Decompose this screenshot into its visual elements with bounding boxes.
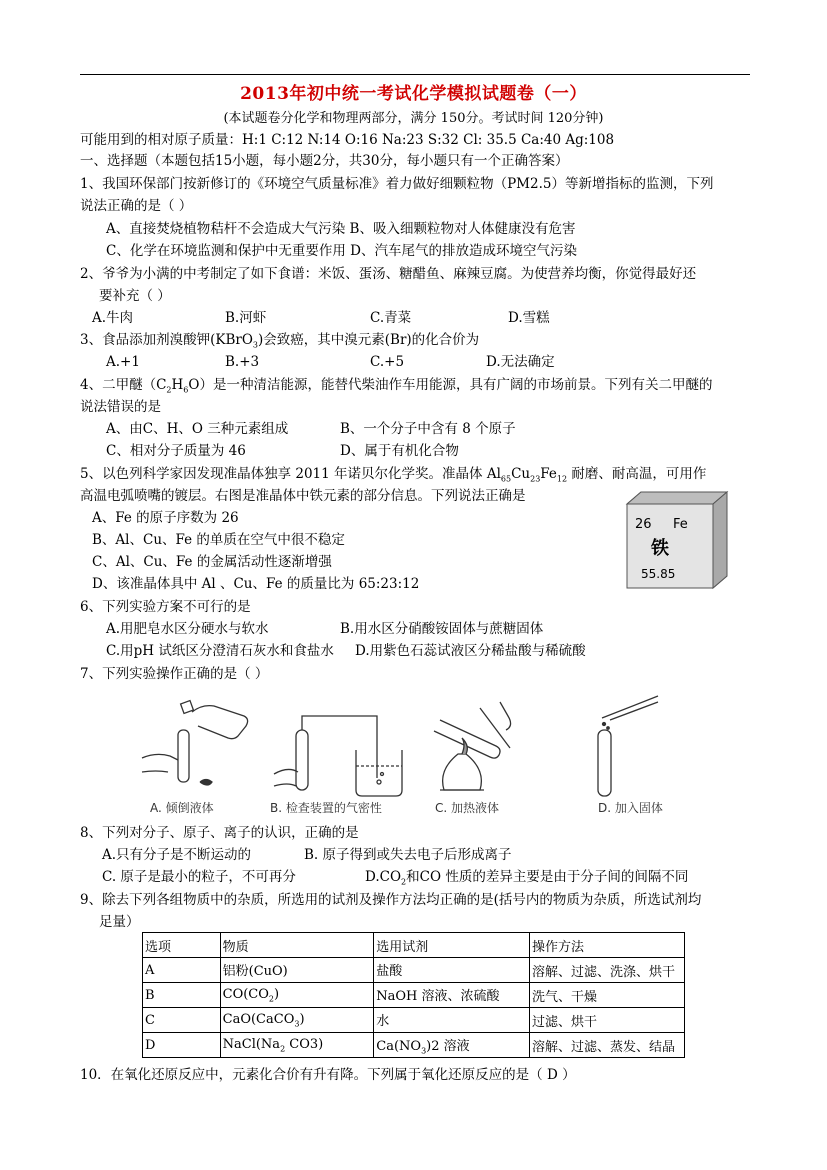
q4-option-b: B、一个分子中含有 8 个原子 bbox=[340, 421, 516, 437]
substance-sub: 2 bbox=[280, 1044, 286, 1054]
element-name: 铁 bbox=[651, 538, 669, 559]
q4-stem-pre: 4、二甲醚（C bbox=[80, 377, 167, 393]
q8-option-d-pre: D.CO bbox=[365, 869, 402, 885]
q3-option-a: A.+1 bbox=[106, 354, 140, 370]
q8-option-d-post: 和CO 性质的差异主要是由于分子间的间隔不同 bbox=[406, 869, 689, 885]
q8-option-a: A.只有分子是不断运动的 bbox=[102, 847, 252, 863]
q3-stem-post: )会致癌，其中溴元素(Br)的化合价为 bbox=[257, 332, 480, 348]
row-substance bbox=[220, 1008, 374, 1033]
element-symbol: Fe bbox=[673, 517, 688, 532]
substance-sub: 2 bbox=[268, 994, 274, 1004]
header-option: 选项 bbox=[143, 933, 221, 958]
q5-sub-2: 23 bbox=[530, 474, 541, 484]
q3-option-b: B.+3 bbox=[225, 354, 260, 370]
q2-option-c: C.青菜 bbox=[370, 310, 412, 326]
section-heading: 一、选择题（本题包括15小题，每小题2分，共30分，每小题只有一个正确答案） bbox=[80, 153, 569, 169]
substance-text: NaCl(Na bbox=[222, 1036, 281, 1052]
row-reagent bbox=[374, 983, 530, 1008]
element-number: 26 bbox=[635, 517, 652, 532]
header-rule bbox=[80, 74, 750, 75]
pouring-liquid-illustration bbox=[142, 701, 248, 785]
q1-options-ab: A、直接焚烧植物秸杆不会造成大气污染 B、吸入细颗粒物对人体健康没有危害 bbox=[106, 221, 576, 237]
caption-b: B. 检查装置的气密性 bbox=[270, 801, 382, 815]
q3-stem bbox=[80, 331, 479, 355]
q2-stem-2: 要补充（ ） bbox=[99, 288, 171, 304]
row-option: B bbox=[143, 983, 221, 1008]
q2-stem-1: 2、爷爷为小满的中考制定了如下食谱：米饭、蛋汤、糖醋鱼、麻辣豆腐。为使营养均衡，你觉得最好还 bbox=[80, 266, 697, 282]
q5-sub-3: 12 bbox=[556, 474, 568, 484]
substance-post: ) bbox=[299, 1011, 305, 1027]
q4-option-d: D、属于有机化合物 bbox=[340, 443, 459, 459]
substance-text: 铝粉(CuO) bbox=[222, 963, 288, 979]
row-reagent bbox=[374, 958, 530, 983]
q3-option-c: C.+5 bbox=[370, 354, 405, 370]
header-method: 操作方法 bbox=[530, 933, 685, 958]
heating-liquid-illustration bbox=[434, 702, 511, 790]
q4-stem-post: O）是一种清洁能源，能替代柴油作车用能源，具有广阔的市场前景。下列有关二甲醚的 bbox=[188, 377, 713, 393]
q3-stem-sub: 3 bbox=[252, 340, 258, 350]
q7-stem: 7、下列实验操作正确的是（ ） bbox=[80, 666, 269, 682]
q8-option-c: C. 原子是最小的粒子，不可再分 bbox=[102, 869, 296, 885]
q9-stem-1: 9、除去下列各组物质中的杂质，所选用的试剂及操作方法均正确的是(括号内的物质为杂质，所选试剂均 bbox=[80, 892, 702, 908]
q5-option-c: C、Al、Cu、Fe 的金属活动性逐渐增强 bbox=[92, 554, 332, 570]
q8-option-d bbox=[365, 868, 688, 892]
q3-stem-pre: 3、食品添加剂溴酸钾(KBrO bbox=[80, 332, 253, 348]
header-reagent: 选用试剂 bbox=[374, 933, 530, 958]
q9-stem-2: 足量） bbox=[99, 914, 140, 930]
substance-post: CO3) bbox=[285, 1036, 324, 1052]
q4-stem-mid: H bbox=[171, 377, 184, 393]
reagent-text: NaOH 溶液、浓硫酸 bbox=[376, 988, 500, 1004]
q5-sub-1: 65 bbox=[500, 474, 512, 484]
q8-option-d-sub: 2 bbox=[401, 877, 407, 887]
table-header-row bbox=[143, 933, 685, 958]
reagent-text: 水 bbox=[376, 1013, 390, 1029]
q1-stem-2: 说法正确的是（ ） bbox=[80, 198, 193, 214]
reagent-text: Ca(NO bbox=[376, 1038, 422, 1054]
airtightness-check-illustration bbox=[274, 716, 402, 796]
iron-element-tile bbox=[623, 490, 729, 590]
q3-option-d: D.无法确定 bbox=[486, 354, 555, 370]
substance-sub: 3 bbox=[294, 1019, 300, 1029]
caption-c: C. 加热液体 bbox=[435, 801, 500, 815]
q5-stem-1 bbox=[80, 465, 706, 489]
substance-text: CO(CO bbox=[222, 986, 269, 1002]
table-row bbox=[143, 983, 685, 1008]
q5-option-b: B、Al、Cu、Fe 的单质在空气中很不稳定 bbox=[92, 532, 345, 548]
q5-stem-m2: Fe bbox=[540, 466, 557, 482]
page-title: 2013年初中统一考试化学模拟试题卷（一） bbox=[240, 84, 587, 104]
row-option: D bbox=[143, 1033, 221, 1058]
row-substance bbox=[220, 1033, 374, 1058]
q6-option-d: D.用紫色石蕊试液区分稀盐酸与稀硫酸 bbox=[355, 643, 586, 659]
substance-post: ) bbox=[274, 986, 280, 1002]
row-reagent bbox=[374, 1008, 530, 1033]
page-subtitle: (本试题卷分化学和物理两部分，满分 150分。考试时间 120分钟) bbox=[223, 111, 604, 126]
q7-lab-operations-figure bbox=[140, 690, 680, 820]
row-method: 溶解、过滤、洗涤、烘干 bbox=[530, 958, 685, 983]
q2-option-d: D.雪糕 bbox=[508, 310, 550, 326]
row-method: 溶解、过滤、蒸发、结晶 bbox=[530, 1033, 685, 1058]
q2-option-b: B.河虾 bbox=[225, 310, 267, 326]
q6-stem: 6、下列实验方案不可行的是 bbox=[80, 599, 251, 615]
q4-option-c: C、相对分子质量为 46 bbox=[106, 443, 246, 459]
caption-a: A. 倾倒液体 bbox=[150, 801, 214, 815]
q4-stem-1 bbox=[80, 376, 712, 400]
row-substance bbox=[220, 983, 374, 1008]
row-substance bbox=[220, 958, 374, 983]
q6-option-c: C.用pH 试纸区分澄清石灰水和食盐水 bbox=[106, 643, 334, 659]
row-option: C bbox=[143, 1008, 221, 1033]
q5-stem-m1: Cu bbox=[511, 466, 531, 482]
q1-stem-1: 1、我国环保部门按新修订的《环境空气质量标准》着力做好细颗粒物（PM2.5）等新增指标的监测，下列 bbox=[80, 176, 714, 192]
q10-stem: 10．在氧化还原反应中，元素化合价有升有降。下列属于氧化还原反应的是（ D ） bbox=[80, 1067, 576, 1083]
q4-option-a: A、由C、H、O 三种元素组成 bbox=[106, 421, 289, 437]
q4-stem-2: 说法错误的是 bbox=[80, 399, 161, 415]
q5-option-d: D、该准晶体具中 Al 、Cu、Fe 的质量比为 65:23:12 bbox=[92, 576, 420, 592]
q6-option-b: B.用水区分硝酸铵固体与蔗糖固体 bbox=[340, 621, 544, 637]
q4-sub-2: 6 bbox=[183, 385, 189, 395]
reagent-sub: 3 bbox=[421, 1046, 427, 1056]
q1-options-cd: C、化学在环境监测和保护中无重要作用 D、汽车尾气的排放造成环境空气污染 bbox=[106, 243, 577, 259]
q9-table bbox=[142, 932, 685, 1058]
q6-option-a: A.用肥皂水区分硬水与软水 bbox=[106, 621, 269, 637]
q4-sub-1: 2 bbox=[166, 385, 172, 395]
row-reagent bbox=[374, 1033, 530, 1058]
reagent-post: )2 溶液 bbox=[426, 1038, 470, 1054]
q8-option-b: B. 原子得到或失去电子后形成离子 bbox=[304, 847, 512, 863]
q5-stem-post: 耐磨、耐高温，可用作 bbox=[567, 466, 707, 482]
caption-d: D. 加入固体 bbox=[598, 801, 663, 815]
q2-option-a: A.牛肉 bbox=[92, 310, 134, 326]
row-method: 过滤、烘干 bbox=[530, 1008, 685, 1033]
q5-stem-2: 高温电弧喷嘴的镀层。右图是准晶体中铁元素的部分信息。下列说法正确是 bbox=[80, 488, 526, 504]
element-mass: 55.85 bbox=[641, 567, 676, 581]
adding-solid-illustration bbox=[598, 696, 658, 796]
q8-stem: 8、下列对分子、原子、离子的认识，正确的是 bbox=[80, 825, 359, 841]
atomic-masses: 可能用到的相对原子质量：H:1 C:12 N:14 O:16 Na:23 S:32 Cl: 35.5 Ca:40 Ag:108 bbox=[80, 132, 615, 148]
row-option: A bbox=[143, 958, 221, 983]
table-row bbox=[143, 1008, 685, 1033]
table-row bbox=[143, 1033, 685, 1058]
header-substance: 物质 bbox=[220, 933, 374, 958]
reagent-text: 盐酸 bbox=[376, 963, 403, 979]
substance-text: CaO(CaCO bbox=[222, 1011, 295, 1027]
q5-option-a: A、Fe 的原子序数为 26 bbox=[92, 510, 239, 526]
table-row bbox=[143, 958, 685, 983]
row-method: 洗气、干燥 bbox=[530, 983, 685, 1008]
q5-stem-pre: 5、以色列科学家因发现准晶体独享 2011 年诺贝尔化学奖。准晶体 Al bbox=[80, 466, 501, 482]
